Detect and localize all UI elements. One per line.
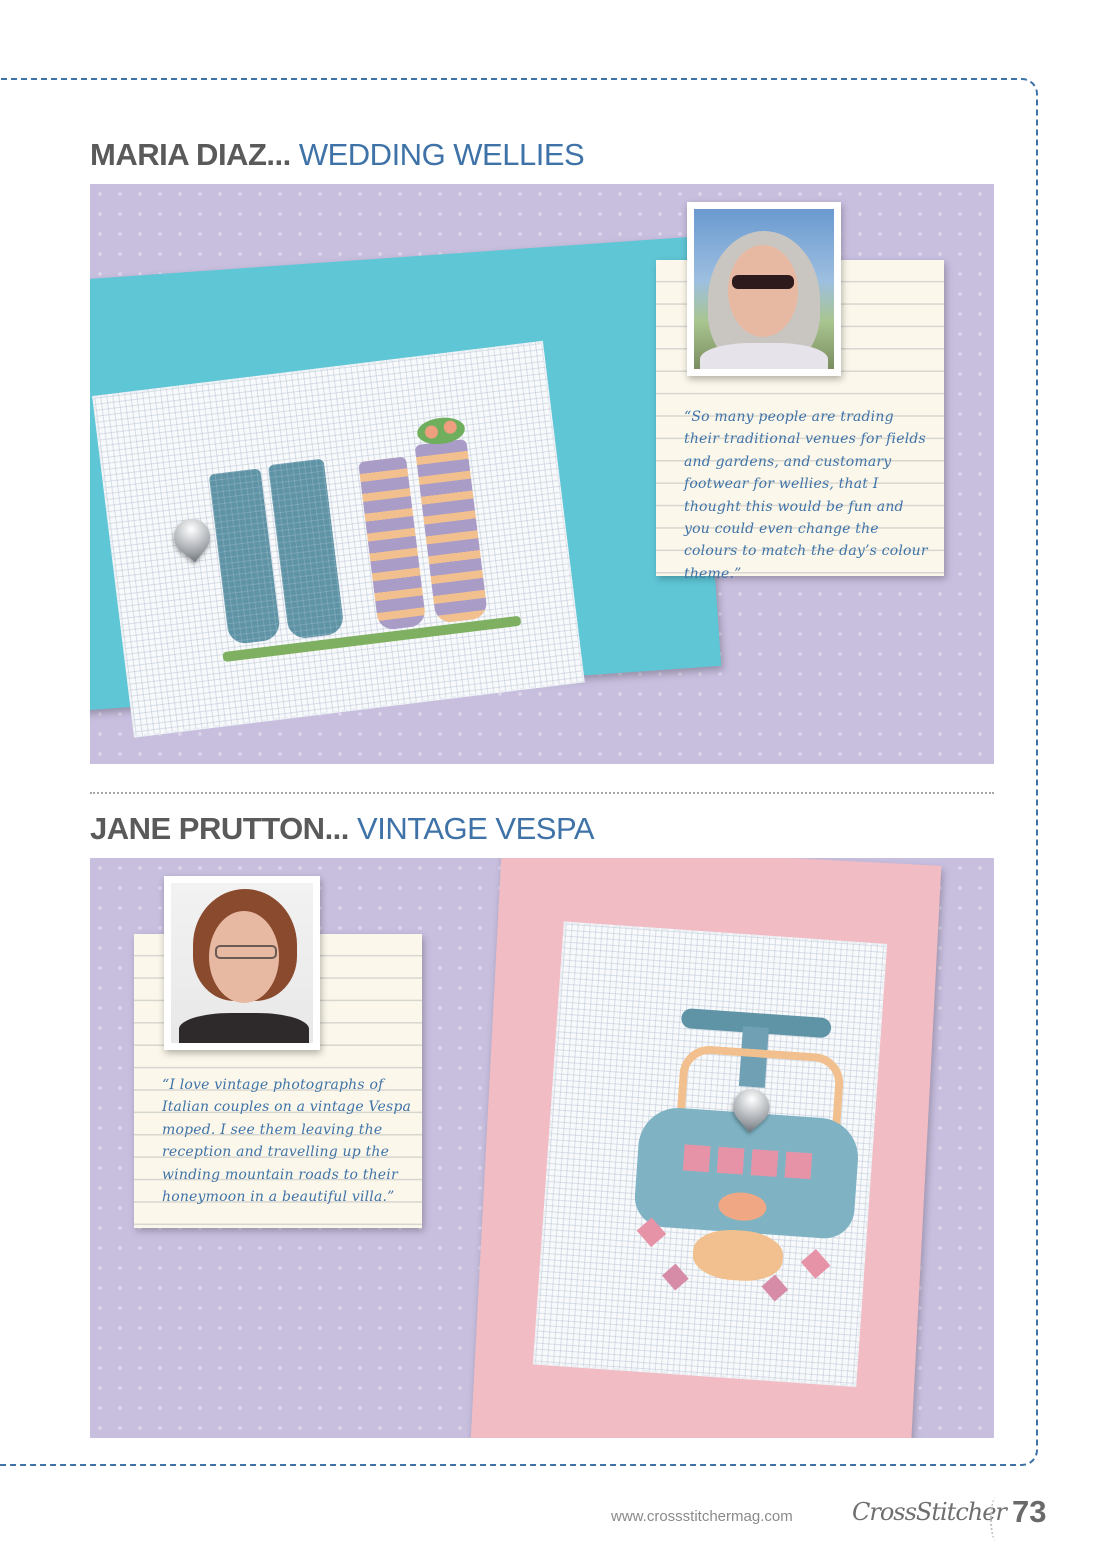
sunglasses-icon: [732, 275, 794, 289]
designer-name: JANE PRUTTON...: [90, 811, 349, 846]
section-heading-maria-diaz: [90, 137, 584, 173]
page-number: 73: [1012, 1494, 1047, 1529]
pink-greeting-card: [471, 858, 942, 1438]
designer-portrait: [164, 876, 320, 1050]
left-welly-boot-2: [268, 458, 345, 640]
heart-icon: [662, 1264, 689, 1291]
designer-portrait: [687, 202, 841, 376]
section-divider: [90, 792, 994, 794]
design-title: VINTAGE VESPA: [357, 811, 595, 846]
heart-icon: [801, 1249, 831, 1279]
portrait-image: [171, 883, 313, 1043]
designer-quote: “I love vintage photographs of Italian couples on a vintage Vespa moped. I see them leaving the reception and travelling up the winding mountain roads to their honeymoon in a beautiful villa.”: [162, 1077, 412, 1206]
blue-greeting-card: [90, 237, 721, 711]
portrait-face: [728, 245, 798, 337]
magazine-logo: CrossStitcher: [852, 1498, 1006, 1526]
section-heading-jane-prutton: [90, 811, 594, 847]
footer-website-url: www.crossstitchermag.com: [611, 1508, 793, 1525]
wedding-wellies-photo-panel: [90, 184, 994, 764]
left-welly-boot: [209, 468, 282, 645]
vintage-vespa-photo-panel: [90, 858, 994, 1438]
designer-name: MARIA DIAZ...: [90, 137, 291, 172]
heart-icon: [761, 1275, 788, 1302]
aida-fabric: [533, 921, 887, 1387]
footer-separator: [990, 1497, 1002, 1541]
vespa-wheel: [691, 1227, 784, 1283]
glasses-icon: [215, 945, 277, 959]
striped-welly-boot: [358, 456, 426, 631]
design-title: WEDDING WELLIES: [298, 137, 585, 172]
heart-charm-icon: [167, 512, 218, 563]
designer-quote: “So many people are trading their traditional venues for fields and gardens, and customary footwear for wellies, that I thought this would be fun and you could even change the colours to match the day’s colour theme.”: [684, 409, 928, 582]
portrait-shirt: [179, 1013, 309, 1043]
striped-welly-boot-2: [415, 439, 489, 624]
portrait-image: [694, 209, 834, 369]
aida-fabric: [92, 341, 585, 738]
portrait-shirt: [700, 343, 828, 369]
